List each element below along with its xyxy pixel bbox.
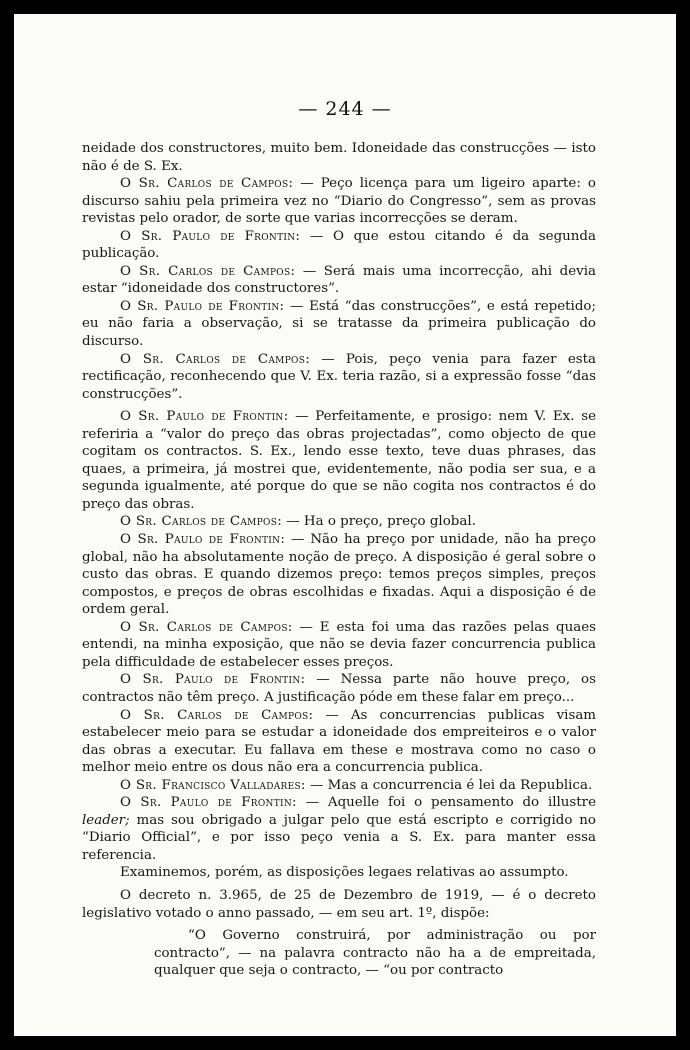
speaker-name: O Sr. Carlos de Campos:: [120, 619, 293, 635]
paragraph-text: — Não ha preço por unidade, não ha preço global, não ha absolutamente noção de preço. A disposição é geral sobre o custo das obras. E quando dizemos preço: temos preços simples, preços compostos, e preços de obras escolhidas e fixadas. Aqui a disposição é de ordem geral.: [82, 532, 596, 618]
paragraph: [82, 671, 596, 706]
paragraph-text: — Aquelle foi o pensamento do illustre: [296, 795, 596, 811]
paragraph-text: — E esta foi uma das razões pelas quaes entendi, na minha exposição, que não se devia fazer concurrencia publica pela difficuldade de estabelecer esses preços.: [82, 619, 597, 670]
paragraph-text: — O que estou citando é da segunda publicação.: [82, 228, 596, 262]
speaker-name: O Sr. Carlos de Campos:: [120, 263, 296, 279]
speaker-name: O Sr. Carlos de Campos:: [120, 176, 294, 192]
paragraph: [82, 408, 596, 513]
paragraph: [82, 531, 596, 619]
paragraph: [82, 351, 596, 404]
paragraph: [82, 887, 596, 922]
speaker-name: O Sr. Francisco Valladares:: [120, 777, 306, 793]
paragraph: [82, 777, 596, 795]
paragraph-text: mas sou obrigado a julgar pelo que está escripto e corrigido no “Diario Official”, e por isso peço venia a S. Ex. para manter essa referencia.: [82, 812, 596, 863]
speaker-name: O Sr. Carlos de Campos:: [120, 707, 314, 723]
speaker-name: O Sr. Paulo de Frontin:: [120, 228, 301, 244]
paragraph: [82, 228, 596, 263]
paragraph-text: — Peço licença para um ligeiro aparte: o discurso sahiu pela primeira vez no “Diario do Congresso”, sem as provas revistas pelo orador, de sorte que varias incorrecções se deram.: [82, 176, 596, 227]
speaker-name: O Sr. Paulo de Frontin:: [120, 532, 286, 548]
paragraph-text: — Está “das construcções”, e está repetido; eu não faria a observação, si se tratasse da primeira publicação do discurso.: [82, 298, 596, 350]
italic-text: leader;: [82, 812, 130, 828]
paragraph: [82, 864, 596, 882]
speaker-name: O Sr. Paulo de Frontin:: [120, 795, 297, 811]
paragraph-text: — As concurrencias publicas visam estabelecer meio para se estudar a idoneidade dos empreiteiros e o valor das obras a executar. Eu fallava em these e mostrava como no caso o melhor meio entre os dous não era a concurrencia publica.: [82, 707, 596, 776]
paragraph: [82, 707, 596, 777]
paragraph-text: — Nessa parte não houve preço, os contractos não têm preço. A justificação póde em these falar em preço...: [82, 672, 596, 705]
paragraph-text: — Ha o preço, preço global.: [282, 514, 476, 530]
paragraph: [82, 175, 596, 228]
paragraph-text: — Mas a concurrencia é lei da Republica.: [305, 777, 593, 793]
speaker-name: O Sr. Paulo de Frontin:: [120, 409, 289, 425]
speaker-name: O Sr. Carlos de Campos:: [120, 351, 311, 367]
paragraph: [82, 140, 596, 175]
paragraph: [82, 263, 596, 298]
speaker-name: O Sr. Paulo de Frontin:: [120, 672, 306, 688]
paragraph: [82, 794, 596, 864]
speaker-name: O Sr. Carlos de Campos:: [120, 514, 283, 530]
scanned-page: [14, 14, 676, 1036]
paragraph-text: neidade dos constructores, muito bem. Idoneidade das construcções — isto não é de S. Ex.: [82, 141, 596, 174]
paragraph-text: — Pois, peço venia para fazer esta rectificação, reconhecendo que V. Ex. teria razão, si a expressão fosse “das construcções”.: [82, 351, 596, 402]
paragraph: [82, 513, 596, 531]
block-quote: “O Governo construirá, por administração ou por contracto”, — na palavra contracto não ha a de empreitada, qualquer que seja o contracto, — “ou por contracto: [154, 928, 596, 979]
page-number: — 244 —: [298, 98, 392, 120]
speaker-name: O Sr. Paulo de Frontin:: [120, 298, 285, 314]
paragraph-text: — Perfeitamente, e prosigo: nem V. Ex. se referiria a “valor do preço das obras projectadas”, como objecto de que cogitam os contractos. S. Ex., lendo esse texto, teve duas phrases, das quaes, a primeira, já mostrei que, evidentemente, não podia ser sua, e a segunda igualmente, até porque do que se não cogita nos contractos é do preço das obras.: [82, 409, 596, 512]
paragraph: [82, 298, 596, 351]
paragraph-text: O decreto n. 3.965, de 25 de Dezembro de 1919, — é o decreto legislativo votado o anno passado, — em seu art. 1º, dispõe:: [82, 887, 596, 921]
body-text: [82, 140, 596, 980]
paragraph-text: Examinemos, porém, as disposições legaes relativas ao assumpto.: [120, 865, 569, 881]
paragraph-text: — Será mais uma incorrecção, ahi devia estar “idoneidade dos constructores”.: [82, 263, 596, 297]
paragraph: [82, 619, 596, 672]
paragraph-list: [82, 140, 596, 922]
